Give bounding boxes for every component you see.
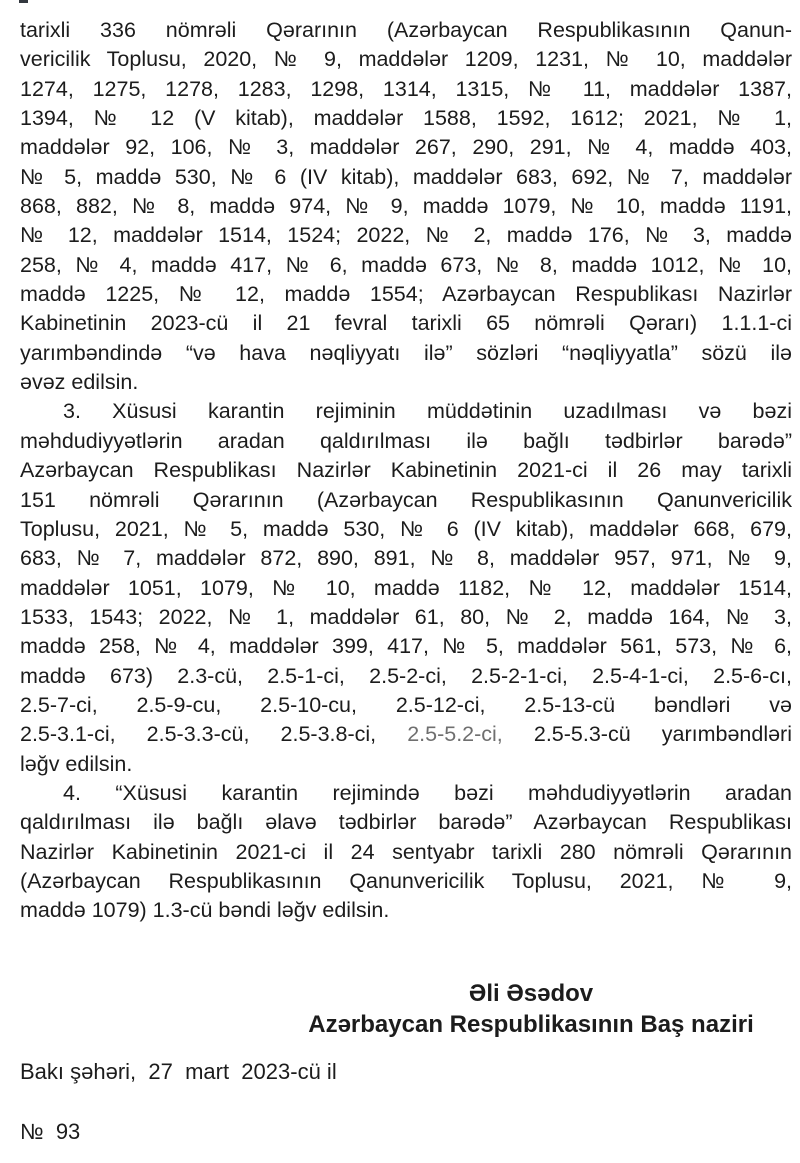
text-line — [20, 515, 792, 544]
place-date-line: Bakı şəhəri, 27 mart 2023-cü il — [20, 1059, 337, 1084]
decree-number: № 93 — [20, 1119, 81, 1144]
text-segment: ləğv edilsin. — [20, 751, 133, 776]
text-line — [20, 75, 792, 104]
text-segment: maddə 258, № 4, maddələr 399, 417, № 5, maddələr 561, 573, № 6, — [20, 634, 792, 659]
text-segment: (Azərbaycan Respublikasının Qanunvericilik Toplusu, 2021, № 9, — [20, 868, 792, 893]
text-line — [20, 691, 792, 720]
text-segment: qaldırılması ilə bağlı əlavə tədbirlər barədə” Azərbaycan Respublikası — [20, 810, 792, 835]
text-segment: maddələr 1051, 1079, № 10, maddə 1182, № 12, maddələr 1514, — [20, 575, 792, 600]
text-line — [20, 838, 792, 867]
text-segment: məhdudiyyətlərin aradan qaldırılması ilə bağlı tədbirlər barədə” — [20, 428, 792, 453]
text-line — [20, 16, 792, 45]
text-segment: 2.5-5.3-cü yarımbəndləri — [502, 722, 792, 747]
text-segment: 2.5-7-ci, 2.5-9-cu, 2.5-10-cu, 2.5-12-ci, 2.5-13-cü bəndləri və — [20, 692, 792, 717]
text-segment: Nazirlər Kabinetinin 2021-ci il 24 sentyabr tarixli 280 nömrəli Qərarının — [20, 839, 792, 864]
text-line — [20, 163, 792, 192]
text-line — [20, 867, 792, 896]
text-line — [20, 104, 792, 133]
signatory-title: Azərbaycan Respublikasının Baş naziri — [308, 1010, 754, 1038]
text-segment: maddə 1079) 1.3-cü bəndi ləğv edilsin. — [20, 898, 390, 923]
text-line — [20, 603, 792, 632]
text-line — [20, 397, 792, 426]
text-line — [20, 808, 792, 837]
clipped-page-number-artifact — [19, 0, 28, 3]
text-segment: № 12, maddələr 1514, 1524; 2022, № 2, maddə 176, № 3, maddə — [20, 223, 792, 248]
text-line — [20, 632, 792, 661]
signatory-name: Əli Əsədov — [468, 980, 594, 1007]
text-line — [20, 574, 792, 603]
text-line — [20, 779, 792, 808]
text-line — [20, 339, 792, 368]
text-segment: 258, № 4, maddə 417, № 6, maddə 673, № 8, maddə 1012, № 10, — [20, 252, 792, 277]
text-segment: Azərbaycan Respublikası Nazirlər Kabinetinin 2021-ci il 26 may tarixli — [20, 458, 792, 483]
text-segment: 1394, № 12 (V kitab), maddələr 1588, 1592, 1612; 2021, № 1, — [20, 106, 792, 131]
text-segment: maddələr 92, 106, № 3, maddələr 267, 290, 291, № 4, maddə 403, — [20, 135, 792, 160]
text-line — [20, 662, 792, 691]
text-segment: 1533, 1543; 2022, № 1, maddələr 61, 80, № 2, maddə 164, № 3, — [20, 604, 792, 629]
text-segment: № 5, maddə 530, № 6 (IV kitab), maddələr 683, 692, № 7, maddələr — [20, 164, 792, 189]
text-segment: 683, № 7, maddələr 872, 890, 891, № 8, maddələr 957, 971, № 9, — [20, 546, 792, 571]
text-line — [20, 720, 792, 749]
text-line — [20, 368, 792, 397]
text-segment: vericilik Toplusu, 2020, № 9, maddələr 1209, 1231, № 10, maddələr — [20, 47, 792, 72]
text-line — [20, 309, 792, 338]
text-segment: 3. Xüsusi karantin rejiminin müddətinin uzadılması və bəzi — [63, 399, 792, 424]
text-segment: 868, 882, № 8, maddə 974, № 9, maddə 1079, № 10, maddə 1191, — [20, 194, 792, 219]
document-body — [20, 16, 792, 926]
text-line — [20, 750, 792, 779]
text-line — [20, 192, 792, 221]
text-segment: tarixli 336 nömrəli Qərarının (Azərbaycan Respublikasının Qanun- — [20, 18, 792, 42]
text-line — [20, 221, 792, 250]
text-segment: maddə 1225, № 12, maddə 1554; Azərbaycan Respublikası Nazirlər — [20, 282, 792, 307]
text-segment: maddə 673) 2.3-cü, 2.5-1-ci, 2.5-2-ci, 2.5-2-1-ci, 2.5-4-1-ci, 2.5-6-cı, — [20, 663, 792, 688]
text-segment: 151 nömrəli Qərarının (Azərbaycan Respublikasının Qanunvericilik — [20, 487, 792, 512]
text-line — [20, 427, 792, 456]
muted-text-fragment: 2.5-5.2-ci, — [407, 722, 503, 747]
text-segment: əvəz edilsin. — [20, 370, 139, 395]
text-line — [20, 45, 792, 74]
text-line — [20, 251, 792, 280]
text-segment: Toplusu, 2021, № 5, maddə 530, № 6 (IV kitab), maddələr 668, 679, — [20, 516, 792, 541]
signature-block — [273, 979, 789, 1040]
text-line — [20, 456, 792, 485]
text-line — [20, 896, 792, 925]
text-segment: 2.5-3.1-ci, 2.5-3.3-cü, 2.5-3.8-ci, — [20, 722, 408, 747]
text-segment: Kabinetinin 2023-cü il 21 fevral tarixli 65 nömrəli Qərarı) 1.1.1-ci — [20, 311, 792, 336]
text-line — [20, 133, 792, 162]
text-segment: 1274, 1275, 1278, 1283, 1298, 1314, 1315, № 11, maddələr 1387, — [20, 76, 792, 101]
text-segment: yarımbəndində “və hava nəqliyyatı ilə” sözləri “nəqliyyatla” sözü ilə — [20, 340, 792, 365]
text-line — [20, 280, 792, 309]
text-segment: 4. “Xüsusi karantin rejimində bəzi məhdudiyyətlərin aradan — [63, 780, 792, 805]
text-line — [20, 544, 792, 573]
text-line — [20, 486, 792, 515]
